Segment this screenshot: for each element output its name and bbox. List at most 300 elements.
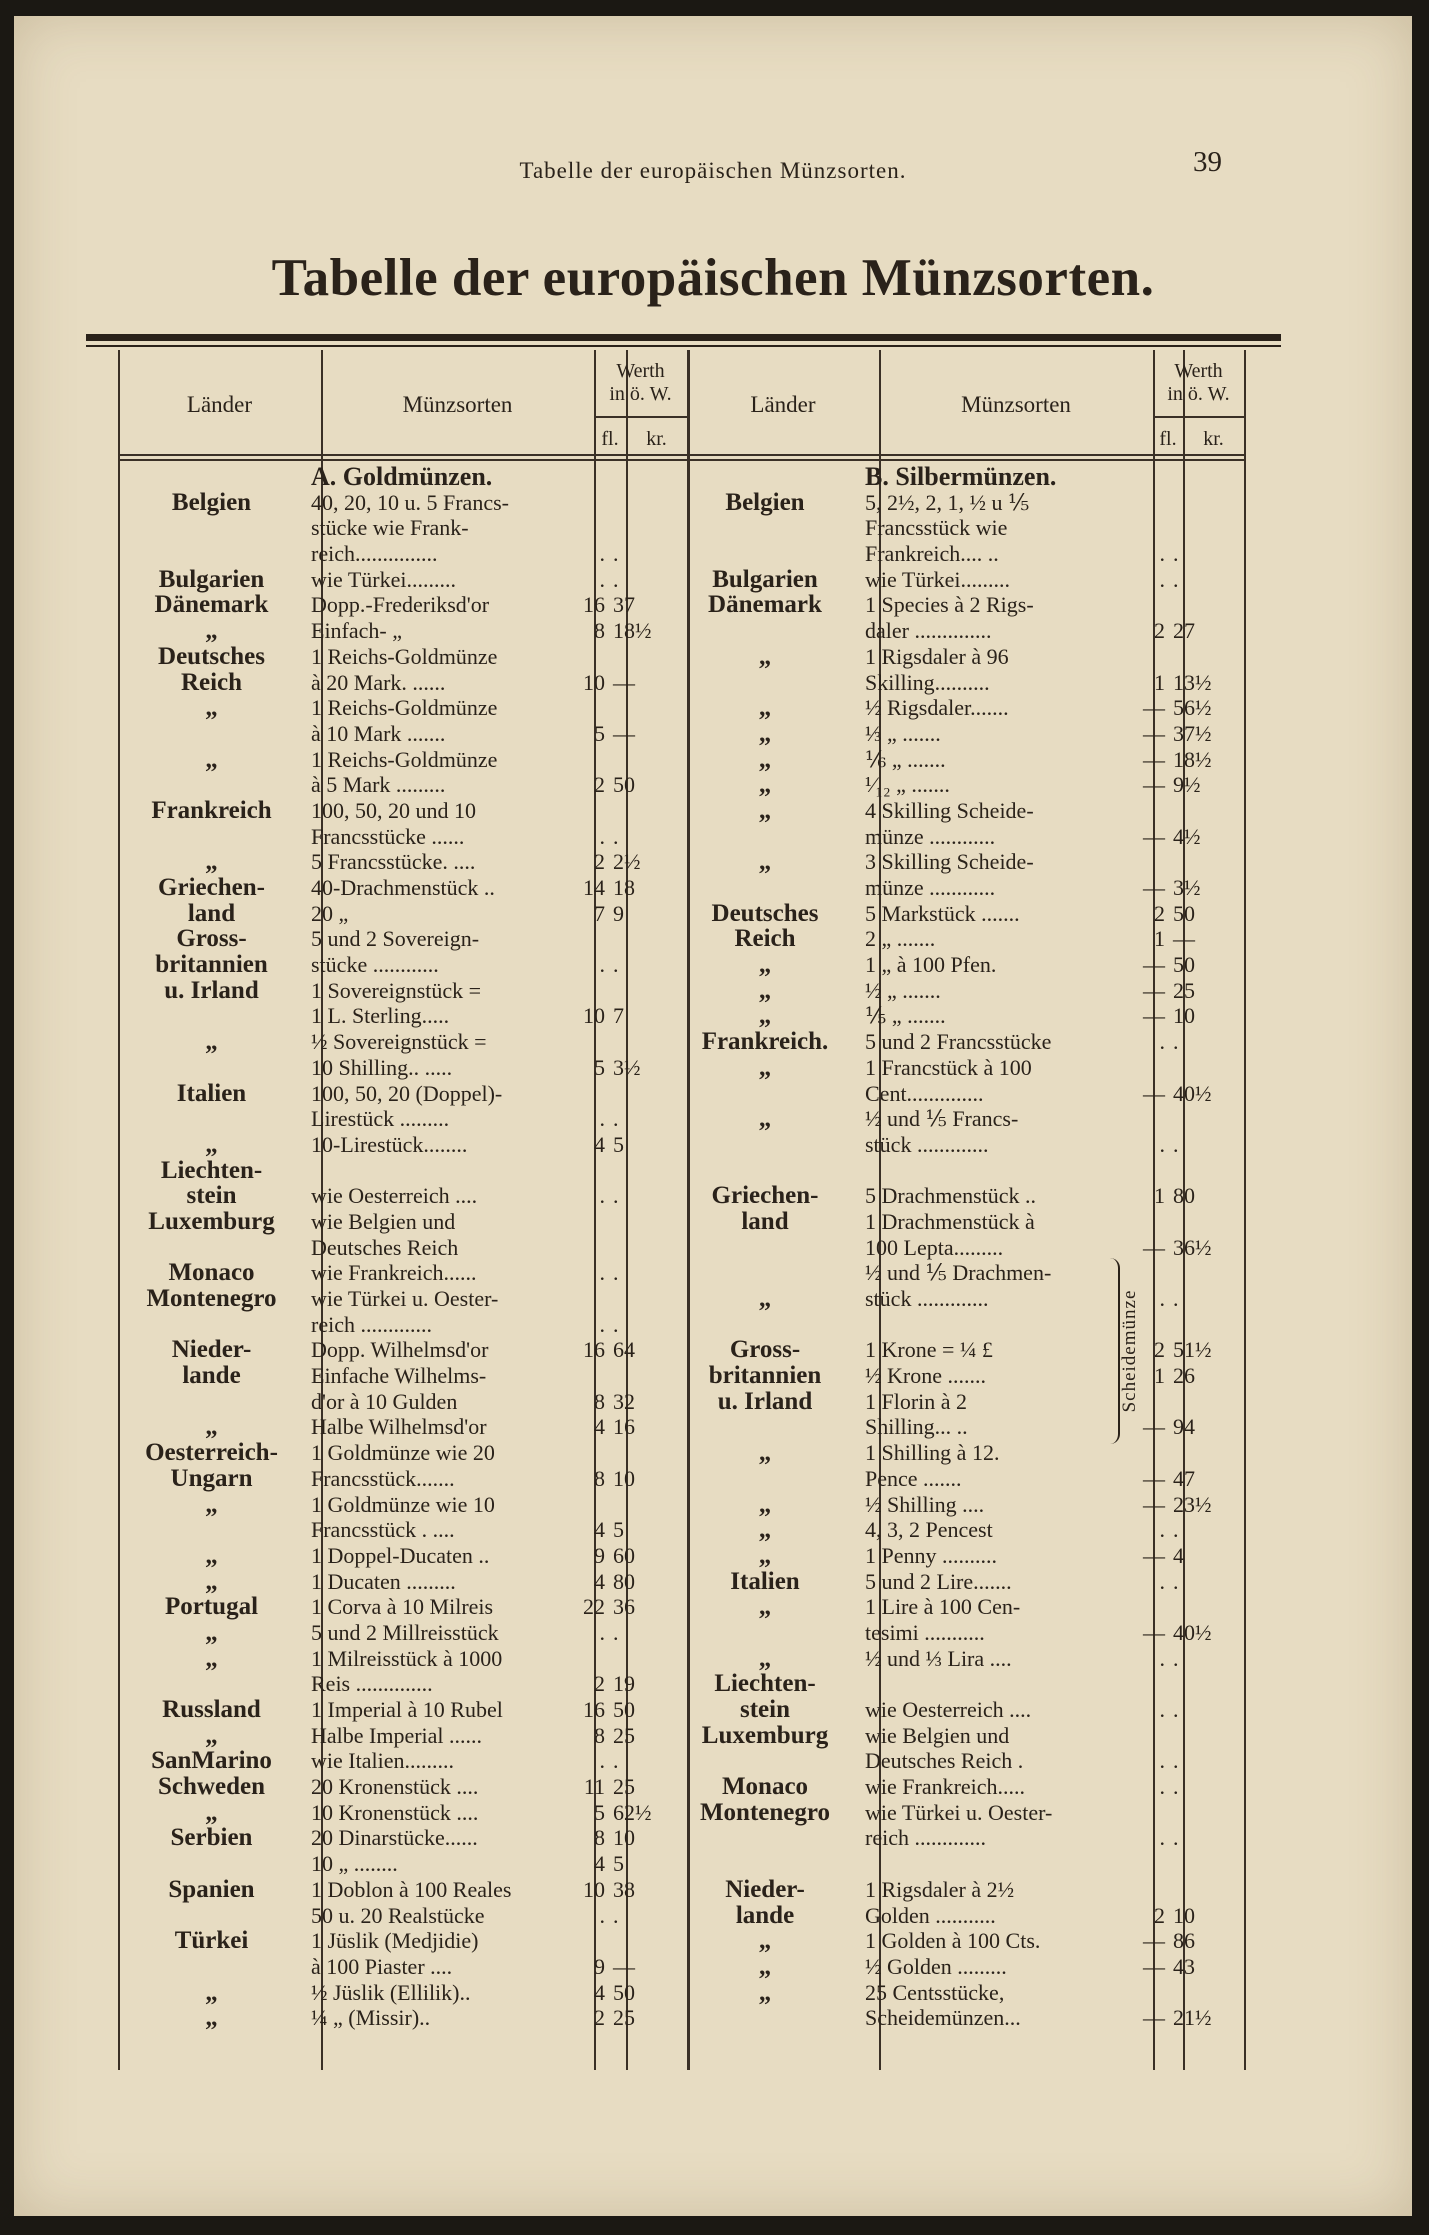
muenzsorte-left: 20 Kronenstück .... — [311, 1774, 479, 1800]
kr-left: 5 — [613, 1517, 624, 1543]
land-right — [671, 1414, 859, 1440]
table-row — [118, 1594, 1246, 1620]
fl-left: 4 — [594, 1131, 605, 1157]
fl-right: . — [1159, 1517, 1165, 1543]
muenzsorte-right: Scheidemünzen... — [865, 2005, 1021, 2031]
land-right: lande — [735, 1901, 795, 1929]
kr-right — [1167, 1260, 1229, 1286]
kr-right — [1167, 592, 1229, 618]
header-werth-left — [594, 360, 687, 406]
muenzsorte-left: 1 Doppel-Ducaten .. — [311, 1542, 490, 1568]
muenzsorte-right: wie Belgien und — [865, 1722, 1010, 1748]
fl-right: — — [1143, 977, 1165, 1003]
muenzsorte-left: 1 Goldmünze wie 20 — [311, 1440, 495, 1466]
kr-right — [1167, 1723, 1229, 1749]
land-right: Deutsches — [711, 899, 819, 927]
land-left: „ — [205, 1721, 218, 1749]
kr-left: 50 — [613, 1979, 635, 2005]
fl-left — [573, 490, 607, 516]
kr-right: . — [1173, 1825, 1179, 1851]
muenzsorte-left: Halbe Wilhelmsd'or — [311, 1414, 487, 1440]
land-right: „ — [758, 1978, 772, 2006]
kr-left — [607, 464, 671, 490]
muenzsorte-left: 1 Doblon à 100 Reales — [311, 1876, 512, 1902]
fl-right — [1135, 464, 1167, 490]
fl-left: 16 — [583, 1697, 605, 1722]
kr-left: 25 — [613, 1722, 635, 1748]
fl-left — [573, 1081, 607, 1107]
kr-left — [607, 1158, 671, 1184]
kr-right: 40½ — [1173, 1619, 1212, 1645]
land-right: „ — [758, 1952, 772, 1980]
header-kr-left: kr. — [646, 428, 667, 450]
fl-right: — — [1143, 1928, 1165, 1954]
kr-left: . — [613, 1183, 619, 1209]
table-row — [118, 1723, 1246, 1749]
table-row — [118, 1337, 1246, 1363]
land-right — [671, 824, 859, 850]
muenzsorte-left: 10 Shilling.. ..... — [311, 1054, 453, 1080]
muenzsorte-right: 3 Skilling Scheide- — [865, 849, 1034, 875]
muenzsorte-left — [305, 1158, 573, 1184]
muenzsorte-right: 2 „ ....... — [865, 926, 936, 952]
table-row — [118, 490, 1246, 516]
fl-left: 8 — [594, 618, 605, 644]
land-left — [118, 1903, 305, 1929]
muenzsorte-left: 10 „ ........ — [311, 1851, 398, 1877]
table-row — [118, 1286, 1246, 1312]
kr-left: . — [613, 1748, 619, 1774]
fl-right: 2 — [1154, 618, 1165, 644]
fl-right — [1135, 1055, 1167, 1081]
fl-left: . — [599, 566, 605, 592]
kr-left: . — [613, 1311, 619, 1337]
fl-left: . — [599, 1260, 605, 1286]
land-left — [118, 1954, 305, 1980]
fl-left: 4 — [594, 1414, 605, 1440]
muenzsorte-right — [859, 1671, 1135, 1697]
land-right: „ — [758, 1927, 772, 1955]
table-row — [118, 1800, 1246, 1826]
muenzsorte-left: Einfach- „ — [311, 618, 402, 644]
fl-left: . — [599, 541, 605, 567]
land-right: Luxemburg — [701, 1721, 829, 1749]
muenzsorte-right: 5 und 2 Lire....... — [865, 1568, 1012, 1594]
land-right: Liechten- — [714, 1670, 816, 1698]
muenzsorte-right: 4, 3, 2 Pencest — [865, 1517, 993, 1543]
table-row — [118, 541, 1246, 567]
land-left — [118, 1106, 305, 1132]
muenzsorte-left: 1 Corva à 10 Milreis — [311, 1594, 494, 1620]
table-row — [118, 1980, 1246, 2006]
land-left: britannien — [155, 951, 268, 979]
kr-right — [1167, 1671, 1229, 1697]
fl-right: — — [1143, 746, 1165, 772]
fl-right — [1135, 1851, 1167, 1877]
kr-left: — — [613, 669, 635, 695]
land-right: „ — [758, 1644, 772, 1672]
muenzsorte-left: 40, 20, 10 u. 5 Francs- — [311, 489, 509, 515]
land-right: „ — [758, 848, 772, 876]
muenzsorte-right: 5, 2½, 2, 1, ½ u ⅕ — [865, 489, 1030, 515]
fl-right: . — [1159, 1697, 1165, 1722]
table-row — [118, 1646, 1246, 1672]
land-left: „ — [205, 1644, 218, 1672]
muenzsorte-left: ½ Sovereignstück = — [311, 1029, 487, 1055]
muenzsorte-right: 1 Lire à 100 Cen- — [865, 1594, 1021, 1620]
muenzsorte-left: wie Frankreich...... — [311, 1260, 477, 1286]
kr-left: 36 — [613, 1594, 635, 1620]
land-right: „ — [758, 951, 772, 979]
kr-right — [1167, 1106, 1229, 1132]
kr-left: 38 — [613, 1876, 635, 1902]
muenzsorte-right: 4 Skilling Scheide- — [865, 797, 1034, 823]
kr-left: 50 — [613, 1697, 635, 1722]
muenzsorte-left: 1 Milreisstück à 1000 — [311, 1645, 503, 1671]
muenzsorte-right: ⅙ „ ....... — [865, 746, 946, 772]
kr-right: . — [1173, 1774, 1179, 1800]
table-row — [118, 824, 1246, 850]
kr-left — [607, 644, 671, 670]
muenzsorte-right: 1 Penny .......... — [865, 1542, 997, 1568]
kr-right: 50 — [1173, 952, 1195, 978]
muenzsorte-right: 1 Shilling à 12. — [865, 1440, 1000, 1466]
land-left: Griechen- — [158, 874, 265, 901]
land-left: „ — [205, 1541, 218, 1569]
muenzsorte-left: Halbe Imperial ...... — [311, 1722, 483, 1748]
land-right: „ — [758, 771, 772, 799]
table-row — [118, 670, 1246, 696]
muenzsorte-left: A. Goldmünzen. — [311, 464, 493, 490]
fl-right — [1135, 490, 1167, 516]
land-right: „ — [758, 796, 772, 824]
table-row — [118, 875, 1246, 901]
muenzsorte-right: ¹⁄₁₂ „ ....... — [865, 772, 950, 798]
muenzsorte-right: tesimi ........... — [865, 1619, 985, 1645]
land-left — [118, 1312, 305, 1338]
muenzsorte-left: Dopp. Wilhelmsd'or — [311, 1337, 489, 1363]
muenzsorte-left: Deutsches Reich — [311, 1234, 459, 1260]
table-row — [118, 1209, 1246, 1235]
table-row — [118, 1466, 1246, 1492]
land-left: Dänemark — [154, 591, 269, 619]
kr-left: 2½ — [613, 849, 641, 875]
muenzsorte-right: 1 Francstück à 100 — [865, 1054, 1032, 1080]
table-row — [118, 644, 1246, 670]
table-row — [118, 1235, 1246, 1261]
fl-right: 1 — [1154, 1183, 1165, 1209]
land-left — [118, 1517, 305, 1543]
header-werth-line1: Werth — [616, 360, 665, 382]
land-left: Ungarn — [170, 1464, 253, 1492]
land-left: „ — [205, 617, 218, 645]
fl-right — [1135, 1877, 1167, 1903]
fl-left: . — [599, 1311, 605, 1337]
fl-left: 4 — [594, 1851, 605, 1877]
land-left — [118, 515, 305, 541]
muenzsorte-right: Skilling.......... — [865, 669, 990, 695]
table-row — [118, 1029, 1246, 1055]
land-left: „ — [205, 1130, 218, 1158]
fl-right: 2 — [1154, 1337, 1165, 1363]
muenzsorte-left: 1 Reichs-Goldmünze — [311, 746, 498, 772]
muenzsorte-left: 1 Goldmünze wie 10 — [311, 1491, 495, 1517]
fl-right: — — [1143, 2005, 1165, 2031]
land-left: „ — [205, 2004, 218, 2032]
fl-left — [573, 1286, 607, 1312]
land-right — [671, 1235, 859, 1261]
kr-right: 25 — [1173, 977, 1195, 1003]
kr-left — [607, 1492, 671, 1518]
muenzsorte-left: 1 Jüslik (Medjidie) — [311, 1928, 479, 1954]
fl-right: — — [1143, 1414, 1165, 1440]
kr-left — [607, 1646, 671, 1672]
land-right — [671, 875, 859, 901]
fl-right: . — [1159, 1131, 1165, 1157]
land-right — [671, 1312, 859, 1338]
land-right: „ — [758, 976, 772, 1004]
fl-right: . — [1159, 566, 1165, 592]
kr-right: 10 — [1173, 1902, 1195, 1928]
land-right — [671, 670, 859, 696]
muenzsorte-left: ½ Jüslik (Ellilik).. — [311, 1979, 471, 2005]
kr-right: 43 — [1173, 1953, 1195, 1979]
fl-left: 10 — [583, 1876, 605, 1902]
kr-right: . — [1173, 541, 1179, 567]
page-number: 39 — [1193, 146, 1222, 178]
muenzsorte-right: ½ und ⅓ Lira .... — [865, 1645, 1012, 1671]
table-row — [118, 926, 1246, 952]
kr-right: 10 — [1173, 1003, 1195, 1029]
land-right: Frankreich. — [701, 1028, 829, 1056]
land-right: Griechen- — [711, 1182, 819, 1210]
kr-left: 19 — [613, 1671, 635, 1697]
land-left: Montenegro — [146, 1285, 277, 1312]
land-left — [118, 824, 305, 850]
table-row — [118, 1697, 1246, 1723]
kr-left — [607, 1029, 671, 1055]
fl-left: . — [599, 952, 605, 978]
kr-right — [1167, 1851, 1229, 1877]
table-row — [118, 747, 1246, 773]
muenzsorte-right: ½ Rigsdaler....... — [865, 695, 1009, 721]
kr-left: 32 — [613, 1388, 635, 1414]
kr-left — [607, 978, 671, 1004]
land-left: Reich — [180, 668, 243, 696]
kr-right: 27 — [1173, 618, 1195, 644]
muenzsorte-right: 100 Lepta......... — [865, 1234, 1004, 1260]
kr-right: 94 — [1173, 1414, 1195, 1440]
land-left: Frankreich — [151, 796, 272, 824]
muenzsorte-right: münze ............ — [865, 875, 996, 900]
fl-left: . — [599, 1106, 605, 1132]
land-right: Belgien — [725, 488, 805, 516]
fl-left: . — [599, 1619, 605, 1645]
kr-left — [607, 1235, 671, 1261]
kr-right — [1167, 1158, 1229, 1184]
land-left — [118, 464, 305, 490]
table-row — [118, 1081, 1246, 1107]
muenzsorte-right: 1 Drachmenstück à — [865, 1208, 1035, 1234]
land-left: „ — [205, 848, 218, 876]
kr-left: 16 — [613, 1414, 635, 1440]
land-left — [118, 721, 305, 747]
kr-right: 40½ — [1173, 1080, 1212, 1106]
fl-left: 10 — [583, 669, 605, 695]
muenzsorte-left: Dopp.-Frederiksd'or — [311, 592, 490, 618]
fl-right: — — [1143, 952, 1165, 978]
fl-right: 1 — [1154, 1363, 1165, 1389]
kr-left: 5 — [613, 1131, 624, 1157]
land-right: „ — [758, 1593, 772, 1621]
muenzsorte-left: 1 L. Sterling..... — [311, 1003, 450, 1029]
muenzsorte-right: Pence ....... — [865, 1465, 962, 1491]
kr-left — [607, 1928, 671, 1954]
land-right: Nieder- — [725, 1875, 805, 1903]
muenzsorte-right: B. Silbermünzen. — [865, 464, 1057, 490]
table-row — [118, 849, 1246, 875]
fl-right — [1135, 1440, 1167, 1466]
land-right: „ — [758, 745, 772, 773]
muenzsorte-right: 5 und 2 Francsstücke — [865, 1029, 1052, 1055]
fl-left: 10 — [583, 1003, 605, 1029]
land-right — [671, 515, 859, 541]
muenzsorte-left: 1 Reichs-Goldmünze — [311, 643, 498, 669]
fl-left — [573, 798, 607, 824]
kr-right: 37½ — [1173, 720, 1212, 746]
muenzsorte-left: stücke wie Frank- — [311, 515, 469, 541]
land-left: Bulgarien — [158, 565, 265, 593]
fl-left — [573, 1209, 607, 1235]
kr-left: . — [613, 1902, 619, 1928]
muenzsorte-left: 20 „ — [311, 900, 349, 926]
kr-right — [1167, 1055, 1229, 1081]
fl-right — [1135, 592, 1167, 618]
land-left — [118, 1671, 305, 1697]
fl-right — [1135, 1671, 1167, 1697]
table-row — [118, 1183, 1246, 1209]
muenzsorte-left: Francsstücke ...... — [311, 823, 465, 849]
header-fl-right: fl. — [1159, 428, 1177, 450]
muenzsorte-left: ¼ „ (Missir).. — [311, 2005, 431, 2031]
land-right — [671, 464, 859, 490]
kr-right: 86 — [1173, 1928, 1195, 1954]
muenzsorte-right: Shilling... .. — [865, 1414, 968, 1440]
kr-left: 7 — [613, 1003, 624, 1029]
land-left: land — [187, 899, 236, 927]
kr-right — [1167, 1209, 1229, 1235]
table-row — [118, 772, 1246, 798]
fl-right: 1 — [1154, 926, 1165, 952]
land-right — [671, 1260, 859, 1286]
muenzsorte-left: wie Türkei......... — [311, 566, 457, 592]
table-row — [118, 1774, 1246, 1800]
kr-left — [607, 798, 671, 824]
kr-right — [1167, 464, 1229, 490]
fl-right: — — [1143, 1953, 1165, 1979]
fl-left — [573, 1646, 607, 1672]
kr-left: 64 — [613, 1337, 635, 1363]
header-werth-rule — [594, 416, 687, 418]
kr-right: 9½ — [1173, 772, 1201, 798]
table-row — [118, 1954, 1246, 1980]
table-row — [118, 1106, 1246, 1132]
land-right — [671, 2005, 859, 2031]
fl-right: — — [1143, 875, 1165, 900]
kr-left — [607, 1209, 671, 1235]
kr-left: 37 — [613, 592, 635, 618]
fl-right — [1135, 1158, 1167, 1184]
kr-left: 10 — [613, 1465, 635, 1491]
kr-left: 9 — [613, 900, 624, 926]
muenzsorte-left: à 10 Mark ....... — [311, 720, 446, 746]
muenzsorte-right: 1 „ à 100 Pfen. — [865, 952, 997, 978]
table-row — [118, 1440, 1246, 1466]
muenzsorte-right: 5 Markstück ....... — [865, 900, 1020, 926]
muenzsorte-left: 5 und 2 Millreisstück — [311, 1619, 499, 1645]
muenzsorte-left: wie Italien......... — [311, 1748, 454, 1774]
fl-left: 8 — [594, 1388, 605, 1414]
kr-right — [1167, 490, 1229, 516]
land-left: Russland — [162, 1696, 261, 1723]
fl-left: 2 — [594, 1671, 605, 1697]
table-row — [118, 1569, 1246, 1595]
kr-left: 3½ — [613, 1054, 641, 1080]
table-row — [118, 1389, 1246, 1415]
table-row — [118, 1620, 1246, 1646]
muenzsorte-right: stück ............. — [865, 1131, 989, 1157]
land-left: „ — [205, 745, 218, 773]
land-left: „ — [205, 1798, 218, 1826]
fl-right: — — [1143, 772, 1165, 798]
kr-right — [1167, 1980, 1229, 2006]
fl-right — [1135, 1209, 1167, 1235]
fl-right — [1135, 1594, 1167, 1620]
kr-right: 3½ — [1173, 875, 1201, 900]
land-left: „ — [205, 1618, 218, 1646]
fl-left — [573, 1928, 607, 1954]
fl-right: — — [1143, 1234, 1165, 1260]
muenzsorte-right: 1 Florin à 2 — [865, 1388, 968, 1414]
fl-left — [573, 1440, 607, 1466]
land-right: „ — [758, 1541, 772, 1569]
land-left: „ — [205, 694, 218, 722]
land-left: Italien — [176, 1079, 247, 1107]
muenzsorte-right: Golden ........... — [865, 1902, 996, 1928]
table-row — [118, 1517, 1246, 1543]
table-row — [118, 618, 1246, 644]
muenzsorte-right: Francsstück wie — [865, 515, 1008, 541]
land-left: Nieder- — [171, 1336, 252, 1364]
table-row — [118, 464, 1246, 490]
land-left — [118, 541, 305, 567]
land-left: lande — [182, 1362, 241, 1390]
muenzsorte-right: ⅓ „ ....... — [865, 720, 941, 746]
kr-left: 10 — [613, 1825, 635, 1851]
kr-right: 50 — [1173, 900, 1195, 926]
land-left: Belgien — [171, 488, 252, 516]
muenzsorte-left: Einfache Wilhelms- — [311, 1363, 487, 1389]
table-row — [118, 1312, 1246, 1338]
land-right: u. Irland — [717, 1387, 813, 1415]
fl-left — [573, 515, 607, 541]
land-right — [671, 1081, 859, 1107]
fl-right — [1135, 1723, 1167, 1749]
table-row — [118, 1543, 1246, 1569]
fl-left — [573, 464, 607, 490]
land-right — [671, 1158, 859, 1184]
fl-left: 8 — [594, 1465, 605, 1491]
